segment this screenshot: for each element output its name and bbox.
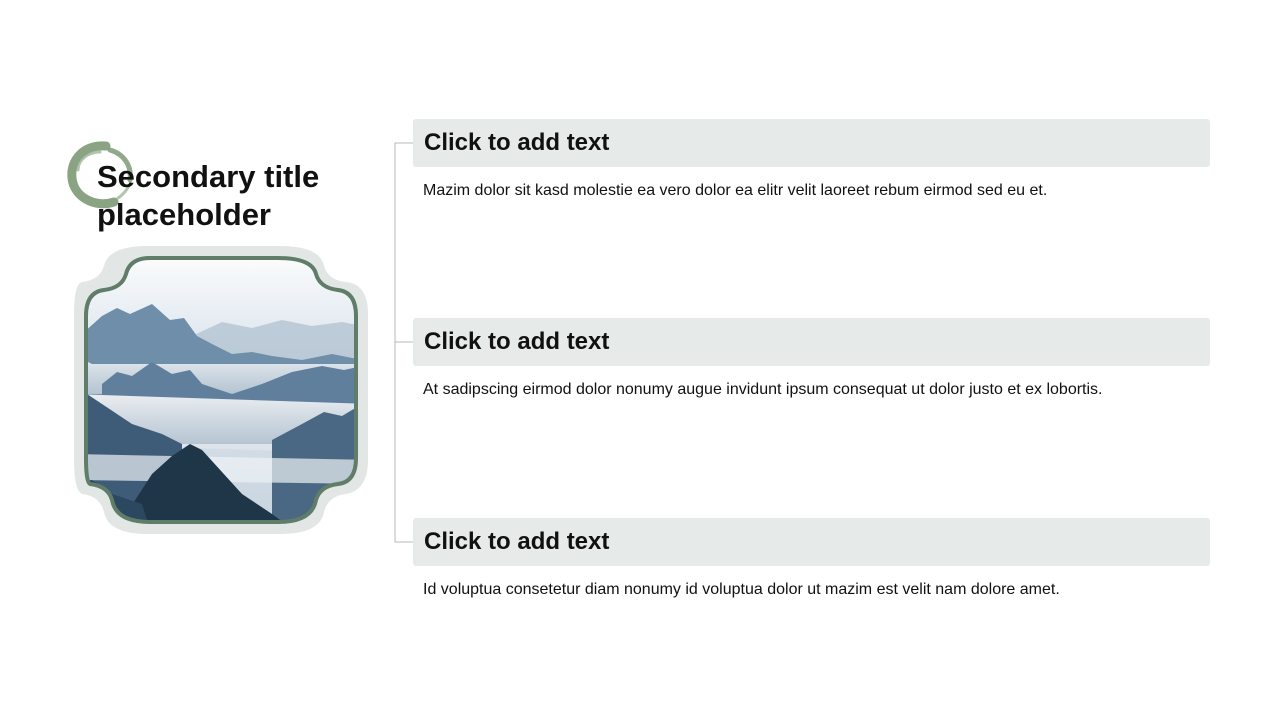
text-block-2-heading[interactable]: Click to add text — [413, 318, 1210, 366]
text-block-1 — [413, 119, 1210, 201]
text-block-3 — [413, 518, 1210, 600]
landscape-image-frame[interactable] — [72, 244, 372, 536]
page-title[interactable]: Secondary title placeholder — [97, 159, 320, 232]
text-block-3-heading[interactable]: Click to add text — [413, 518, 1210, 566]
text-block-3-body[interactable]: Id voluptua consetetur diam nonumy id voluptua dolor ut mazim est velit nam dolore amet. — [423, 581, 1060, 598]
text-block-2-body[interactable]: At sadipscing eirmod dolor nonumy augue invidunt ipsum consequat ut dolor justo et ex lobortis. — [423, 381, 1103, 398]
text-block-1-heading[interactable]: Click to add text — [413, 119, 1210, 167]
text-block-2 — [413, 318, 1210, 400]
text-block-1-body[interactable]: Mazim dolor sit kasd molestie ea vero dolor ea elitr velit laoreet rebum eirmod sed eu et. — [423, 182, 1048, 199]
